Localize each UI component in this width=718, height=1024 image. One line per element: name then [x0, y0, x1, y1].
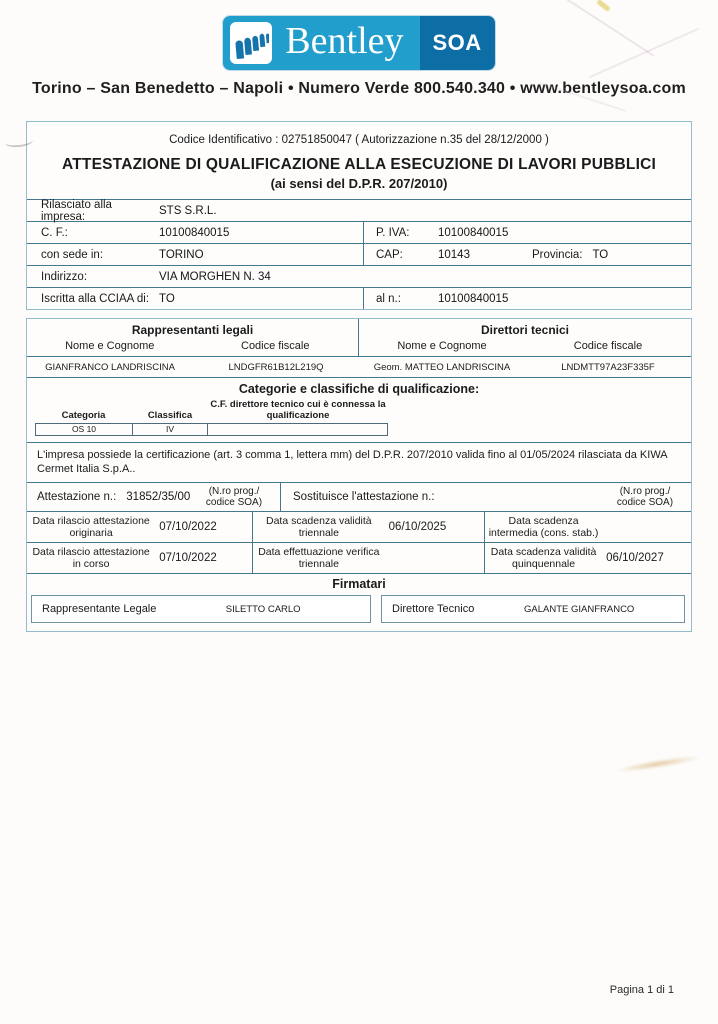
data-verifica-triennale-cell: [253, 543, 485, 573]
data-scadenza-quinquennale-value: 06/10/2027: [606, 552, 664, 565]
attestazione-label: Attestazione n.:: [37, 491, 117, 504]
rilasciato-label: Rilasciato alla impresa:: [41, 198, 112, 223]
cf-value: 10100840015: [159, 226, 230, 239]
provincia-value: TO: [592, 248, 609, 261]
attestazione-cell: [27, 483, 281, 511]
direttore-tecnico-label: Direttore Tecnico: [392, 603, 475, 616]
arches-icon: [230, 22, 272, 64]
data-rilascio-in-corso-cell: [27, 543, 253, 573]
rappresentanti-header: [27, 319, 359, 356]
cap-label: CAP:: [376, 248, 403, 261]
cciaa-value: TO: [159, 292, 175, 305]
dates-row-1: [27, 511, 691, 542]
certificate-body-box: [26, 318, 692, 632]
codice-fiscale-header: Codice fiscale: [573, 340, 643, 352]
categoria-value: OS 10: [35, 423, 132, 436]
direttori-subheaders: [359, 337, 691, 356]
bentley-soa-logo: [223, 16, 494, 70]
categorie-title: Categorie e classifiche di qualificazione:: [238, 382, 480, 396]
data-rilascio-in-corso-label: Data rilascio attestazione in corso: [32, 546, 150, 571]
data-rilascio-originaria-label: Data rilascio attestazione originaria: [32, 515, 150, 540]
piva-label: P. IVA:: [376, 226, 410, 239]
aln-value: 10100840015: [438, 292, 509, 305]
dates-row-2: [27, 542, 691, 573]
cf-label: C. F.:: [41, 226, 68, 239]
classifica-value: IV: [132, 423, 208, 436]
logo-soa-badge: SOA: [420, 16, 495, 70]
nro-prog-note: (N.ro prog./ codice SOA): [616, 485, 674, 509]
aln-label: al n.:: [376, 292, 401, 305]
direttore-cf: LNDMTT97A23F335F: [561, 361, 655, 373]
data-verifica-triennale-label: Data effettuazione verifica triennale: [258, 546, 380, 571]
company-data-rows: [27, 199, 691, 309]
direttore-tecnico-box: [381, 595, 685, 623]
classifica-header: Classifica: [147, 409, 193, 421]
sostituisce-label: Sostituisce l'attestazione n.:: [293, 491, 435, 504]
rappresentante-legale-box: [31, 595, 371, 623]
certificate-title: ATTESTAZIONE DI QUALIFICAZIONE ALLA ESECUZIONE DI LAVORI PUBBLICI: [62, 156, 656, 173]
data-rilascio-originaria-value: 07/10/2022: [159, 521, 217, 534]
data-rilascio-originaria-cell: [27, 512, 253, 542]
row-rilasciato: [27, 199, 691, 221]
row-cf-piva: [27, 221, 691, 243]
rilasciato-value: STS S.R.L.: [159, 204, 217, 217]
cap-provincia-cell: [364, 244, 691, 265]
codice-fiscale-header: Codice fiscale: [241, 340, 310, 352]
attestazione-row: [27, 482, 691, 511]
rappresentante-cf: LNDGFR61B12L219Q: [228, 361, 324, 373]
certificate-head-box: [26, 121, 692, 310]
certificazione-paragraph: L'impresa possiede la certificazione (art. 3 comma 1, lettera mm) del D.P.R. 207/2010 valida fino al 01/05/2024 rilasciata da KIWA Cermet Italia S.p.A..: [27, 442, 691, 483]
piva-cell: [364, 222, 691, 243]
cf-cell: [27, 222, 364, 243]
data-scadenza-triennale-value: 06/10/2025: [388, 521, 447, 534]
row-indirizzo: [27, 265, 691, 287]
rappresentanti-title: Rappresentanti legali: [131, 323, 254, 337]
sostituisce-cell: [281, 483, 691, 511]
categoria-header: Categoria: [61, 409, 106, 421]
row-cciaa: [27, 287, 691, 309]
direttore-tecnico-nome: GALANTE GIANFRANCO: [524, 603, 635, 615]
sede-cell: [27, 244, 364, 265]
nome-cognome-header: Nome e Cognome: [65, 340, 155, 352]
data-rilascio-in-corso-value: 07/10/2022: [159, 552, 217, 565]
cap-value: 10143: [438, 248, 470, 261]
certificate-subtitle: (ai sensi del D.P.R. 207/2010): [270, 176, 448, 191]
categorie-table: [35, 400, 400, 436]
categorie-table-headers: [35, 400, 400, 422]
data-scadenza-triennale-label: Data scadenza validità triennale: [266, 515, 372, 540]
firmatari-title: Firmatari: [27, 573, 691, 591]
logo-brand-text: Bentley: [285, 20, 404, 62]
attestazione-value: 31852/35/00: [126, 491, 191, 504]
data-scadenza-triennale-cell: [253, 512, 485, 542]
indirizzo-value: VIA MORGHEN N. 34: [159, 270, 271, 283]
indirizzo-label: Indirizzo:: [41, 270, 88, 283]
cciaa-cell: [27, 288, 364, 309]
row-sede-cap: [27, 243, 691, 265]
direttori-header: [359, 319, 691, 356]
sede-value: TORINO: [159, 248, 204, 261]
cciaa-label: Iscritta alla CCIAA di:: [41, 292, 150, 305]
codice-identificativo-line: Codice Identificativo : 02751850047 ( Autorizzazione n.35 del 28/12/2000 ): [169, 134, 549, 146]
sede-label: con sede in:: [41, 248, 104, 261]
data-scadenza-quinquennale-label: Data scadenza validità quinquennale: [490, 546, 597, 571]
firmatari-row: [27, 591, 691, 631]
categorie-table-row: [35, 423, 400, 436]
rappresentante-legale-nome: SILETTO CARLO: [225, 603, 301, 615]
cf-direttore-value: [208, 423, 388, 436]
direttori-title: Direttori tecnici: [480, 323, 570, 337]
provincia-label: Provincia:: [531, 248, 583, 261]
logo-main-panel: [223, 16, 419, 70]
rappresentanti-subheaders: [27, 337, 358, 356]
rappresentante-legale-label: Rappresentante Legale: [42, 603, 157, 616]
direttore-nome: Geom. MATTEO LANDRISCINA: [373, 361, 511, 373]
organi-header: [27, 319, 691, 356]
data-scadenza-intermedia-label: Data scadenza intermedia (cons. stab.): [488, 515, 599, 540]
nome-cognome-header: Nome e Cognome: [397, 340, 487, 352]
aln-cell: [364, 288, 691, 309]
cf-direttore-header: C.F. direttore tecnico cui è connessa la qualificazione: [210, 399, 386, 421]
nro-prog-note: (N.ro prog./ codice SOA): [205, 485, 263, 509]
piva-value: 10100840015: [438, 226, 509, 239]
document-header: [0, 0, 718, 98]
data-scadenza-quinquennale-cell: [485, 543, 691, 573]
scan-tan-streak: [614, 753, 702, 775]
data-scadenza-intermedia-cell: [485, 512, 691, 542]
rappresentante-nome: GIANFRANCO LANDRISCINA: [45, 361, 175, 373]
page-number: Pagina 1 di 1: [609, 984, 674, 996]
header-tagline: Torino – San Benedetto – Napoli • Numero Verde 800.540.340 • www.bentleysoa.com: [32, 80, 686, 97]
organi-data-row: [27, 356, 691, 378]
